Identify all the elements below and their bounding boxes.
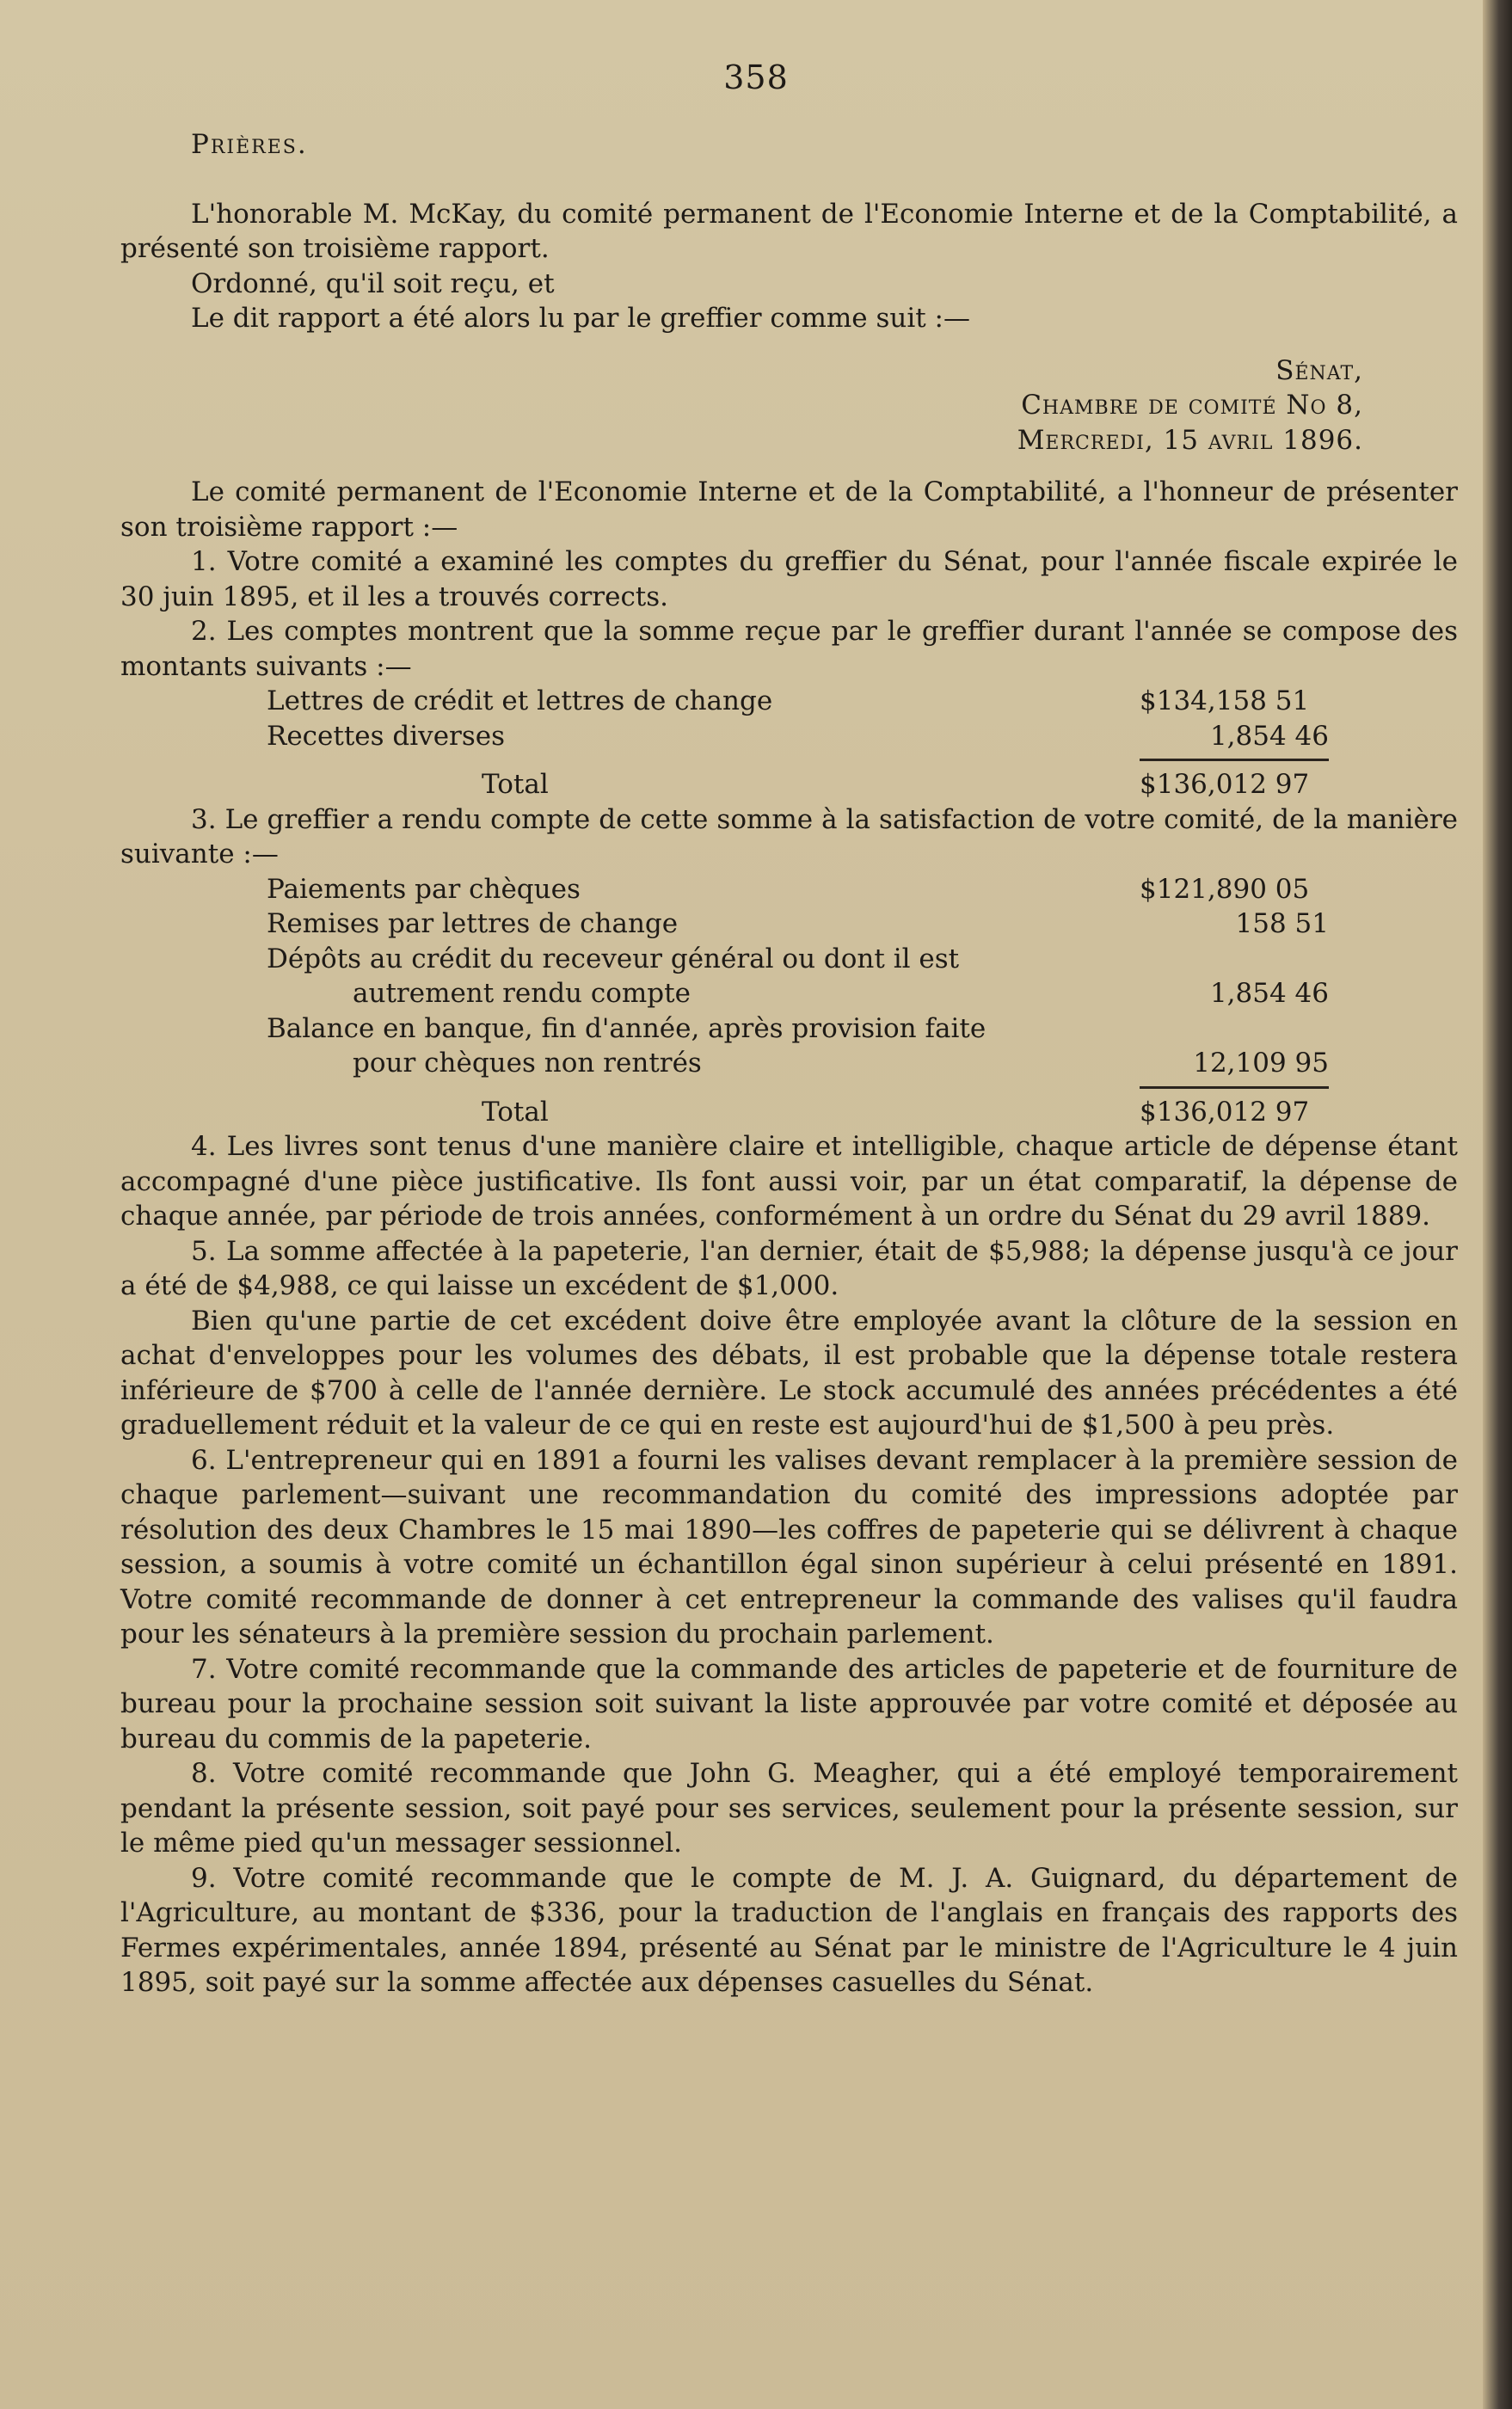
payment-label: Remises par lettres de change (267, 908, 679, 939)
payment-row (120, 1011, 1458, 1047)
payment-row (120, 1046, 1458, 1081)
payment-amount: 1,854 46 (1209, 978, 1329, 1009)
dateline-room: Chambre de comité No 8, (1021, 390, 1363, 421)
total-amount: $136,012 97 (1140, 1096, 1310, 1128)
total-label: Total (482, 769, 549, 800)
report-item-5: 5. La somme affectée à la papeterie, l'an dernier, était de $5,988; la dépense jusqu'à ce jour a été de $4,988, ce qui laisse un excédent de $1,000. (120, 1235, 1458, 1301)
report-item-5-continued: Bien qu'une partie de cet excédent doive être employée avant la clôture de la session en achat d'enveloppes pour les volumes des débats, il est probable que la dépense totale restera inférieure de $700 à celle de l'année dernière. Le stock accumulé des années précédentes a été graduellement réduit et la valeur de ce qui en reste est aujourd'hui de $1,500 à peu près. (120, 1305, 1458, 1441)
dateline-date: Mercredi, 15 avril 1896. (1017, 424, 1363, 456)
report-item-7: 7. Votre comité recommande que la commande des articles de papeterie et de fourniture de bureau pour la prochaine session soit suivant la liste approuvée par votre comité et déposée au bureau du commis de la papeterie. (120, 1653, 1458, 1755)
payments-total-row (120, 1095, 1458, 1130)
payment-row (120, 906, 1458, 942)
report-item-3: 3. Le greffier a rendu compte de cette somme à la satisfaction de votre comité, de la manière suivante :— (120, 803, 1458, 870)
payment-label: autrement rendu compte (353, 978, 691, 1009)
total-rule (120, 753, 1458, 767)
section-heading: Prières. (191, 129, 308, 160)
page-number: 358 (723, 58, 789, 96)
report-item-4: 4. Les livres sont tenus d'une manière claire et intelligible, chaque article de dépense étant accompagné d'une pièce justificative. Ils font aussi voir, par un état comparatif, la dépense de chaque année, par période de trois années, conformément à un ordre du Sénat du 29 avril 1889. (120, 1131, 1458, 1232)
receipt-row (120, 719, 1458, 754)
receipt-label: Lettres de crédit et lettres de change (267, 685, 773, 716)
receipt-amount: $134,158 51 (1140, 685, 1310, 716)
receipt-row (120, 684, 1458, 719)
total-label: Total (482, 1096, 549, 1128)
payment-label: Dépôts au crédit du receveur général ou dont il est (267, 943, 960, 974)
payment-label: pour chèques non rentrés (353, 1048, 702, 1079)
payment-amount: 12,109 95 (1193, 1048, 1329, 1079)
receipts-total-row (120, 767, 1458, 802)
payment-amount: 158 51 (1235, 908, 1329, 939)
total-amount: $136,012 97 (1140, 769, 1310, 800)
report-item-1: 1. Votre comité a examiné les comptes du greffier du Sénat, pour l'année fiscale expirée le 30 juin 1895, et il les a trouvés corrects. (120, 546, 1458, 612)
report-item-6: 6. L'entrepreneur qui en 1891 a fourni les valises devant remplacer à la première session de chaque parlement—suivant une recommandation du comité des impressions adoptée par résolution des deux Chambres le 15 mai 1890—les coffres de papeterie qui se délivrent à chaque session, a soumis à votre comité un échantillon égal sinon supérieur à celui présenté en 1891. Votre comité recommande de donner à cet entrepreneur la commande des valises qu'il faudra pour les sénateurs à la première session du prochain parlement. (120, 1444, 1458, 1650)
receipt-label: Recettes diverses (267, 720, 506, 752)
report-item-2: 2. Les comptes montrent que la somme reçue par le greffier durant l'année se compose des montants suivants :— (120, 616, 1458, 682)
payment-label: Balance en banque, fin d'année, après provision faite (267, 1012, 986, 1044)
receipt-amount: 1,854 46 (1209, 720, 1329, 752)
payment-label: Paiements par chèques (267, 873, 581, 905)
payment-amount: $121,890 05 (1140, 873, 1310, 905)
payment-row (120, 872, 1458, 907)
intro-read-line: Le dit rapport a été alors lu par le greffier comme suit :— (191, 303, 970, 334)
total-rule (120, 1081, 1458, 1095)
intro-order-line: Ordonné, qu'il soit reçu, et (191, 267, 555, 299)
report-intro: Le comité permanent de l'Economie Interne et de la Comptabilité, a l'honneur de présenter son troisième rapport :— (120, 476, 1458, 543)
binding-edge (1483, 0, 1512, 2409)
page-body (120, 127, 1458, 2000)
report-item-8: 8. Votre comité recommande que John G. Meagher, qui a été employé temporairement pendant la présente session, soit payé pour ses services, seulement pour la présente session, sur le même pied qu'un messager sessionnel. (120, 1758, 1458, 1859)
payment-row (120, 942, 1458, 977)
dateline-senate: Sénat, (1275, 354, 1363, 386)
report-item-9: 9. Votre comité recommande que le compte de M. J. A. Guignard, du département de l'Agriculture, au montant de $336, pour la traduction de l'anglais en français des rapports des Fermes expérimentales, année 1894, présenté au Sénat par le ministre de l'Agriculture le 4 juin 1895, soit payé sur la somme affectée aux dépenses casuelles du Sénat. (120, 1862, 1458, 1998)
payment-row (120, 976, 1458, 1011)
intro-paragraph: L'honorable M. McKay, du comité permanent de l'Economie Interne et de la Comptabilité, a présenté son troisième rapport. (120, 198, 1458, 264)
